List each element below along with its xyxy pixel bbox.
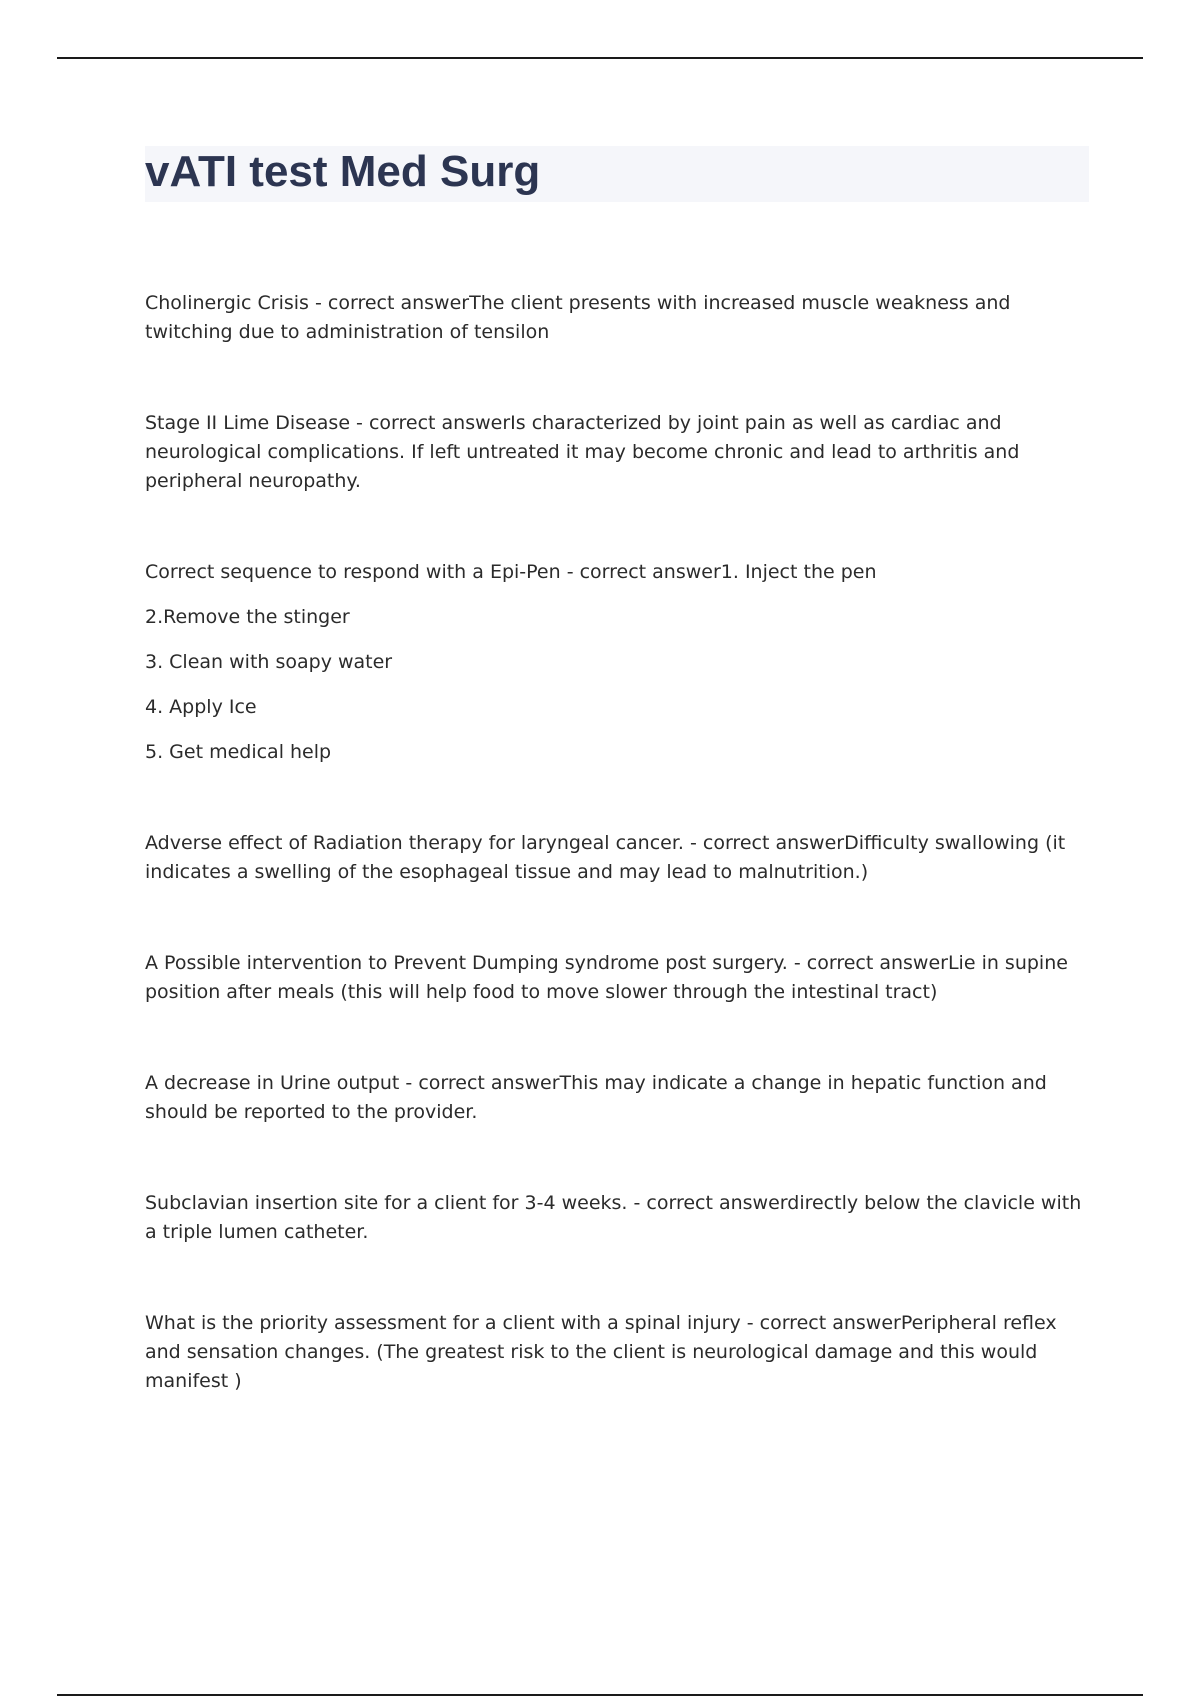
document-title: vATI test Med Surg <box>145 147 541 196</box>
entry-step: 3. Clean with soapy water <box>145 651 393 673</box>
entry-step: 2.Remove the stinger <box>145 606 350 628</box>
flashcard-entry <box>145 289 1095 347</box>
entry-text: Correct sequence to respond with a Epi-Pen - correct answer1. Inject the pen <box>145 561 877 583</box>
entry-text: A decrease in Urine output - correct answerThis may indicate a change in hepatic function and should be reported to the provider. <box>145 1072 1047 1123</box>
flashcard-entry <box>145 1189 1095 1247</box>
entry-text: Cholinergic Crisis - correct answerThe client presents with increased muscle weakness and twitching due to administration of tensilon <box>145 292 1011 343</box>
entry-text: Stage II Lime Disease - correct answerIs characterized by joint pain as well as cardiac and neurological complications. If left untreated it may become chronic and lead to arthritis and peripheral neuropathy. <box>145 412 1020 492</box>
entry-text: Subclavian insertion site for a client for 3-4 weeks. - correct answerdirectly below the clavicle with a triple lumen catheter. <box>145 1192 1082 1243</box>
bottom-page-rule <box>57 1694 1143 1696</box>
flashcard-entry <box>145 949 1095 1007</box>
flashcard-entry <box>145 1069 1095 1127</box>
flashcard-entry <box>145 829 1095 887</box>
top-page-rule <box>57 57 1143 59</box>
entry-step: 4. Apply Ice <box>145 696 257 718</box>
entry-step: 5. Get medical help <box>145 741 332 763</box>
entry-text: A Possible intervention to Prevent Dumping syndrome post surgery. - correct answerLie in supine position after meals (this will help food to move slower through the intestinal tract) <box>145 952 1068 1003</box>
flashcard-entry <box>145 558 1095 767</box>
flashcard-list <box>145 289 1095 1458</box>
entry-text: What is the priority assessment for a client with a spinal injury - correct answerPeripheral reflex and sensation changes. (The greatest risk to the client is neurological damage and this would manifest ) <box>145 1312 1057 1392</box>
flashcard-entry <box>145 1309 1095 1396</box>
flashcard-entry <box>145 409 1095 496</box>
entry-text: Adverse effect of Radiation therapy for laryngeal cancer. - correct answerDifficulty swallowing (it indicates a swelling of the esophageal tissue and may lead to malnutrition.) <box>145 832 1066 883</box>
